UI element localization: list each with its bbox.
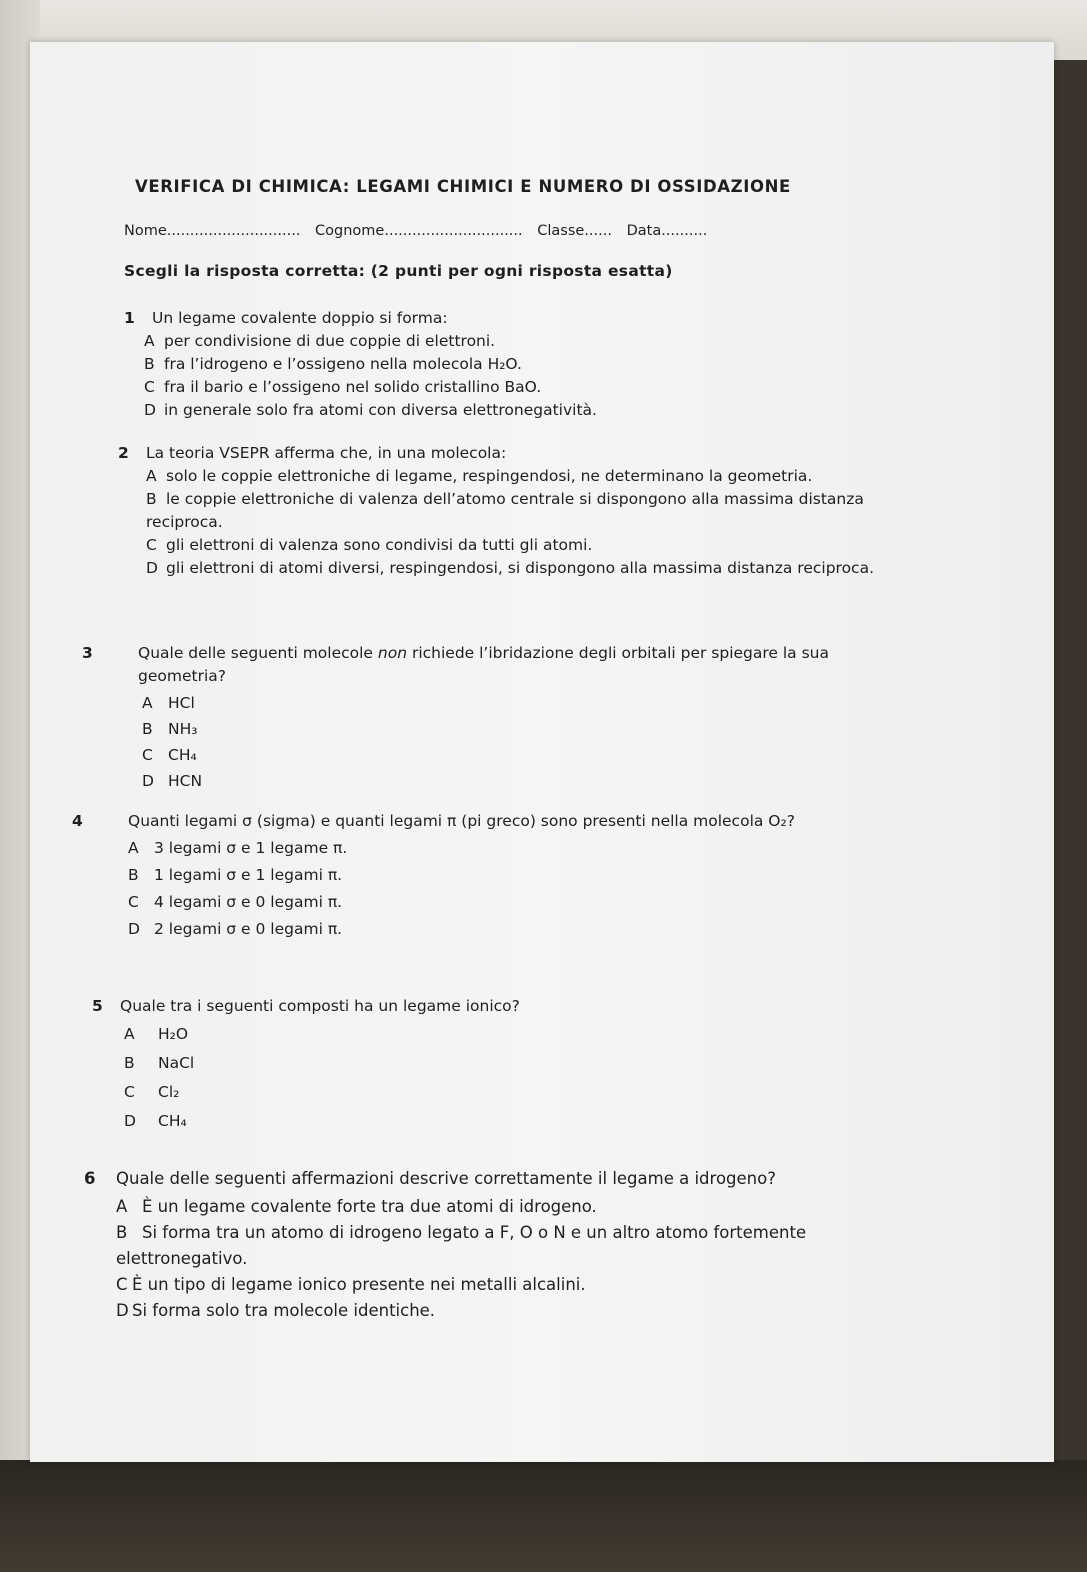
option-1b: B fra l’idrogeno e l’ossigeno nella molecola H₂O. — [144, 355, 522, 373]
option-6b: B Si forma tra un atomo di idrogeno legato a F, O o N e un altro atomo fortemente elettronegativo. — [116, 1223, 807, 1268]
question-6 — [84, 1166, 884, 1324]
option-4a: A 3 legami σ e 1 legame π. — [128, 839, 348, 857]
option-5d: D CH₄ — [124, 1112, 187, 1130]
option-5c: C Cl₂ — [124, 1083, 180, 1101]
option-5b: B NaCl — [124, 1054, 195, 1072]
question-stem-after: richiede l’ibridazione degli orbitali per spiegare la sua geometria? — [138, 644, 829, 685]
question-number: 1 — [124, 309, 135, 327]
option-4b: B 1 legami σ e 1 legami π. — [128, 866, 343, 884]
option-3a: A HCl — [142, 694, 195, 712]
option-4d: D 2 legami σ e 0 legami π. — [128, 920, 343, 938]
classe-field: Classe...... — [537, 223, 612, 239]
option-3d: D HCN — [142, 772, 203, 790]
option-1c: C fra il bario e l’ossigeno nel solido cristallino BaO. — [144, 378, 542, 396]
page-title: VERIFICA DI CHIMICA: LEGAMI CHIMICI E NUMERO DI OSSIDAZIONE — [135, 177, 791, 196]
question-1 — [124, 307, 904, 422]
question-stem: Quale delle seguenti affermazioni descrive correttamente il legame a idrogeno? — [116, 1169, 776, 1188]
option-6d: D Si forma solo tra molecole identiche. — [116, 1301, 436, 1320]
data-field: Data.......... — [626, 223, 708, 239]
question-number: 4 — [72, 812, 83, 830]
question-stem: La teoria VSEPR afferma che, in una molecola: — [146, 444, 507, 462]
option-2a: A solo le coppie elettroniche di legame, respingendosi, ne determinano la geometria. — [146, 467, 813, 485]
question-stem: Quanti legami σ (sigma) e quanti legami π (pi greco) sono presenti nella molecola O₂? — [128, 812, 795, 830]
cognome-field: Cognome.............................. — [315, 223, 523, 239]
background-desk-bottom — [0, 1460, 1087, 1572]
option-3c: C CH₄ — [142, 746, 197, 764]
question-number: 6 — [84, 1169, 96, 1188]
option-1a: A per condivisione di due coppie di elettroni. — [144, 332, 496, 350]
option-5a: A H₂O — [124, 1025, 189, 1043]
option-3b: B NH₃ — [142, 720, 198, 738]
option-2c: C gli elettroni di valenza sono condivisi da tutti gli atomi. — [146, 536, 593, 554]
question-4 — [72, 810, 908, 943]
question-stem-before: Quale delle seguenti molecole — [138, 644, 378, 662]
option-2b: B le coppie elettroniche di valenza dell’atomo centrale si dispongono alla massima distanza reciproca. — [146, 490, 864, 531]
question-5 — [92, 995, 892, 1136]
option-2d: D gli elettroni di atomi diversi, respingendosi, si dispongono alla massima distanza reciproca. — [146, 559, 875, 577]
option-6a: A È un legame covalente forte tra due atomi di idrogeno. — [116, 1197, 597, 1216]
question-number: 2 — [118, 444, 129, 462]
question-stem-italic: non — [377, 644, 408, 662]
question-number: 5 — [92, 997, 103, 1015]
question-stem: Un legame covalente doppio si forma: — [152, 309, 448, 327]
option-4c: C 4 legami σ e 0 legami π. — [128, 893, 343, 911]
question-2 — [118, 442, 900, 580]
question-stem: Quale tra i seguenti composti ha un legame ionico? — [120, 997, 520, 1015]
option-6c: C È un tipo di legame ionico presente nei metalli alcalini. — [116, 1275, 586, 1294]
option-1d: D in generale solo fra atomi con diversa elettronegatività. — [144, 401, 597, 419]
nome-field: Nome............................. — [124, 223, 301, 239]
question-3 — [82, 642, 900, 794]
instructions: Scegli la risposta corretta: (2 punti per ogni risposta esatta) — [124, 262, 673, 280]
student-info-line — [124, 223, 707, 239]
question-number: 3 — [82, 644, 93, 662]
